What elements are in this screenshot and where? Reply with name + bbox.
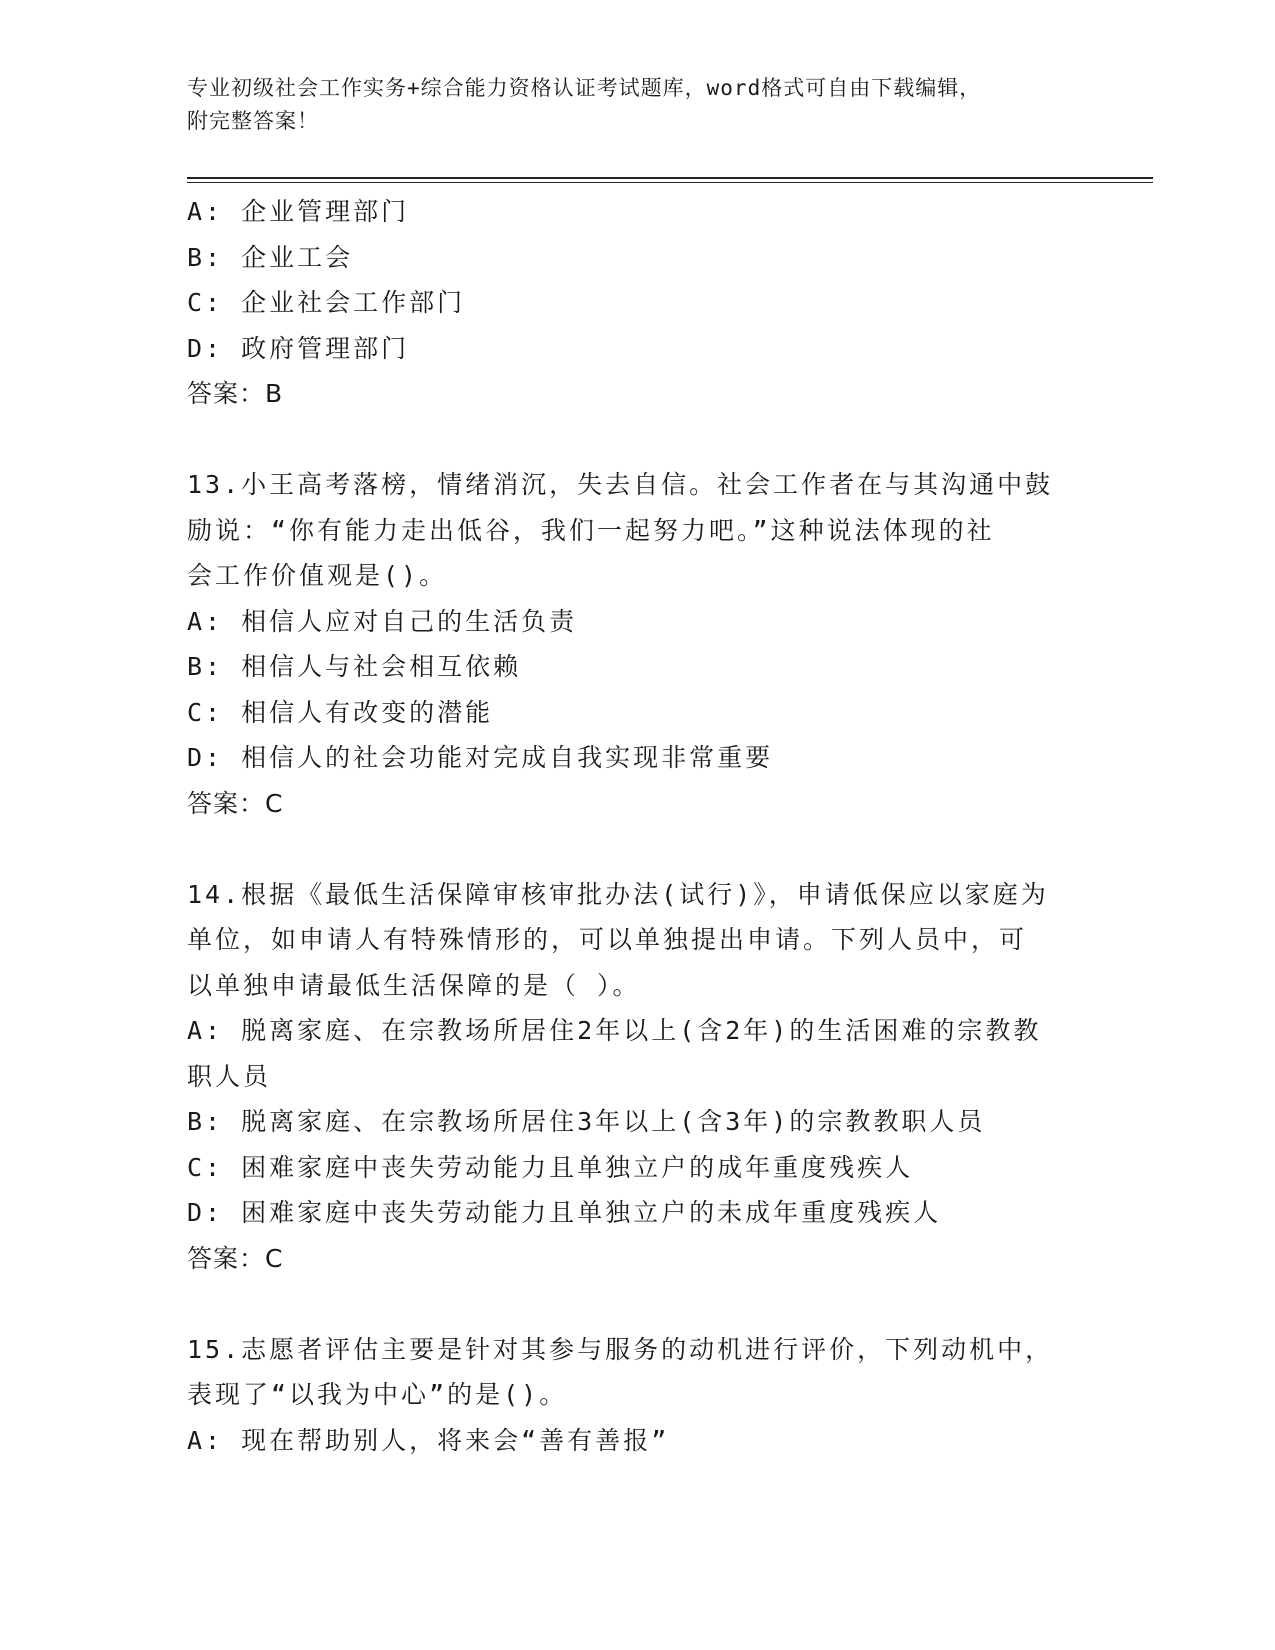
spacer bbox=[187, 417, 1087, 463]
option-a: A: 脱离家庭、在宗教场所居住2年以上(含2年)的生活困难的宗教教 bbox=[187, 1016, 1042, 1045]
option-c: C: 相信人有改变的潜能 bbox=[187, 697, 494, 727]
question-stem-line: 表现了“以我为中心”的是()。 bbox=[187, 1380, 568, 1409]
option-a: A: 企业管理部门 bbox=[187, 197, 410, 226]
option-a-continued: 职人员 bbox=[187, 1061, 272, 1091]
option-d: D: 政府管理部门 bbox=[187, 333, 410, 363]
question-stem-line: 会工作价值观是()。 bbox=[187, 561, 448, 590]
header-line-2: 附完整答案！ bbox=[187, 109, 319, 133]
option-b: B: 相信人与社会相互依赖 bbox=[187, 652, 522, 681]
spacer bbox=[187, 826, 1087, 872]
option-a: A: 相信人应对自己的生活负责 bbox=[187, 606, 578, 636]
document-header bbox=[187, 72, 1087, 138]
question-stem-line: 励说：“你有能力走出低谷，我们一起努力吧。”这种说法体现的社 bbox=[187, 515, 995, 545]
question-stem-line: 单位，如申请人有特殊情形的，可以单独提出申请。下列人员中，可 bbox=[187, 925, 1028, 954]
option-d: D: 困难家庭中丧失劳动能力且单独立户的未成年重度残疾人 bbox=[187, 1198, 942, 1227]
option-c: C: 企业社会工作部门 bbox=[187, 288, 466, 317]
question-14 bbox=[187, 872, 1087, 1282]
option-b: B: 脱离家庭、在宗教场所居住3年以上(含3年)的宗教教职人员 bbox=[187, 1107, 986, 1136]
header-divider-thick bbox=[187, 177, 1153, 179]
question-stem-line: 14.根据《最低生活保障审核审批办法(试行)》，申请低保应以家庭为 bbox=[187, 879, 1049, 909]
option-d: D: 相信人的社会功能对完成自我实现非常重要 bbox=[187, 743, 774, 772]
question-stem-line: 15.志愿者评估主要是针对其参与服务的动机进行评价，下列动机中， bbox=[187, 1334, 1054, 1364]
question-stem-line: 以单独申请最低生活保障的是（ ）。 bbox=[187, 970, 641, 1000]
answer-line: 答案：C bbox=[187, 788, 284, 818]
question-stem-line: 13.小王高考落榜，情绪消沉，失去自信。社会工作者在与其沟通中鼓 bbox=[187, 470, 1054, 499]
header-line-1: 专业初级社会工作实务+综合能力资格认证考试题库，word格式可自由下载编辑， bbox=[187, 76, 982, 100]
spacer bbox=[187, 1281, 1087, 1327]
answer-line: 答案：C bbox=[187, 1243, 284, 1273]
question-12 bbox=[187, 189, 1087, 417]
answer-line: 答案：B bbox=[187, 379, 284, 408]
option-b: B: 企业工会 bbox=[187, 242, 354, 272]
question-15 bbox=[187, 1327, 1087, 1464]
header-divider-thin bbox=[187, 182, 1153, 183]
option-c: C: 困难家庭中丧失劳动能力且单独立户的成年重度残疾人 bbox=[187, 1152, 914, 1182]
question-13 bbox=[187, 462, 1087, 826]
option-a: A: 现在帮助别人，将来会“善有善报” bbox=[187, 1425, 670, 1455]
question-list bbox=[187, 189, 1087, 1463]
